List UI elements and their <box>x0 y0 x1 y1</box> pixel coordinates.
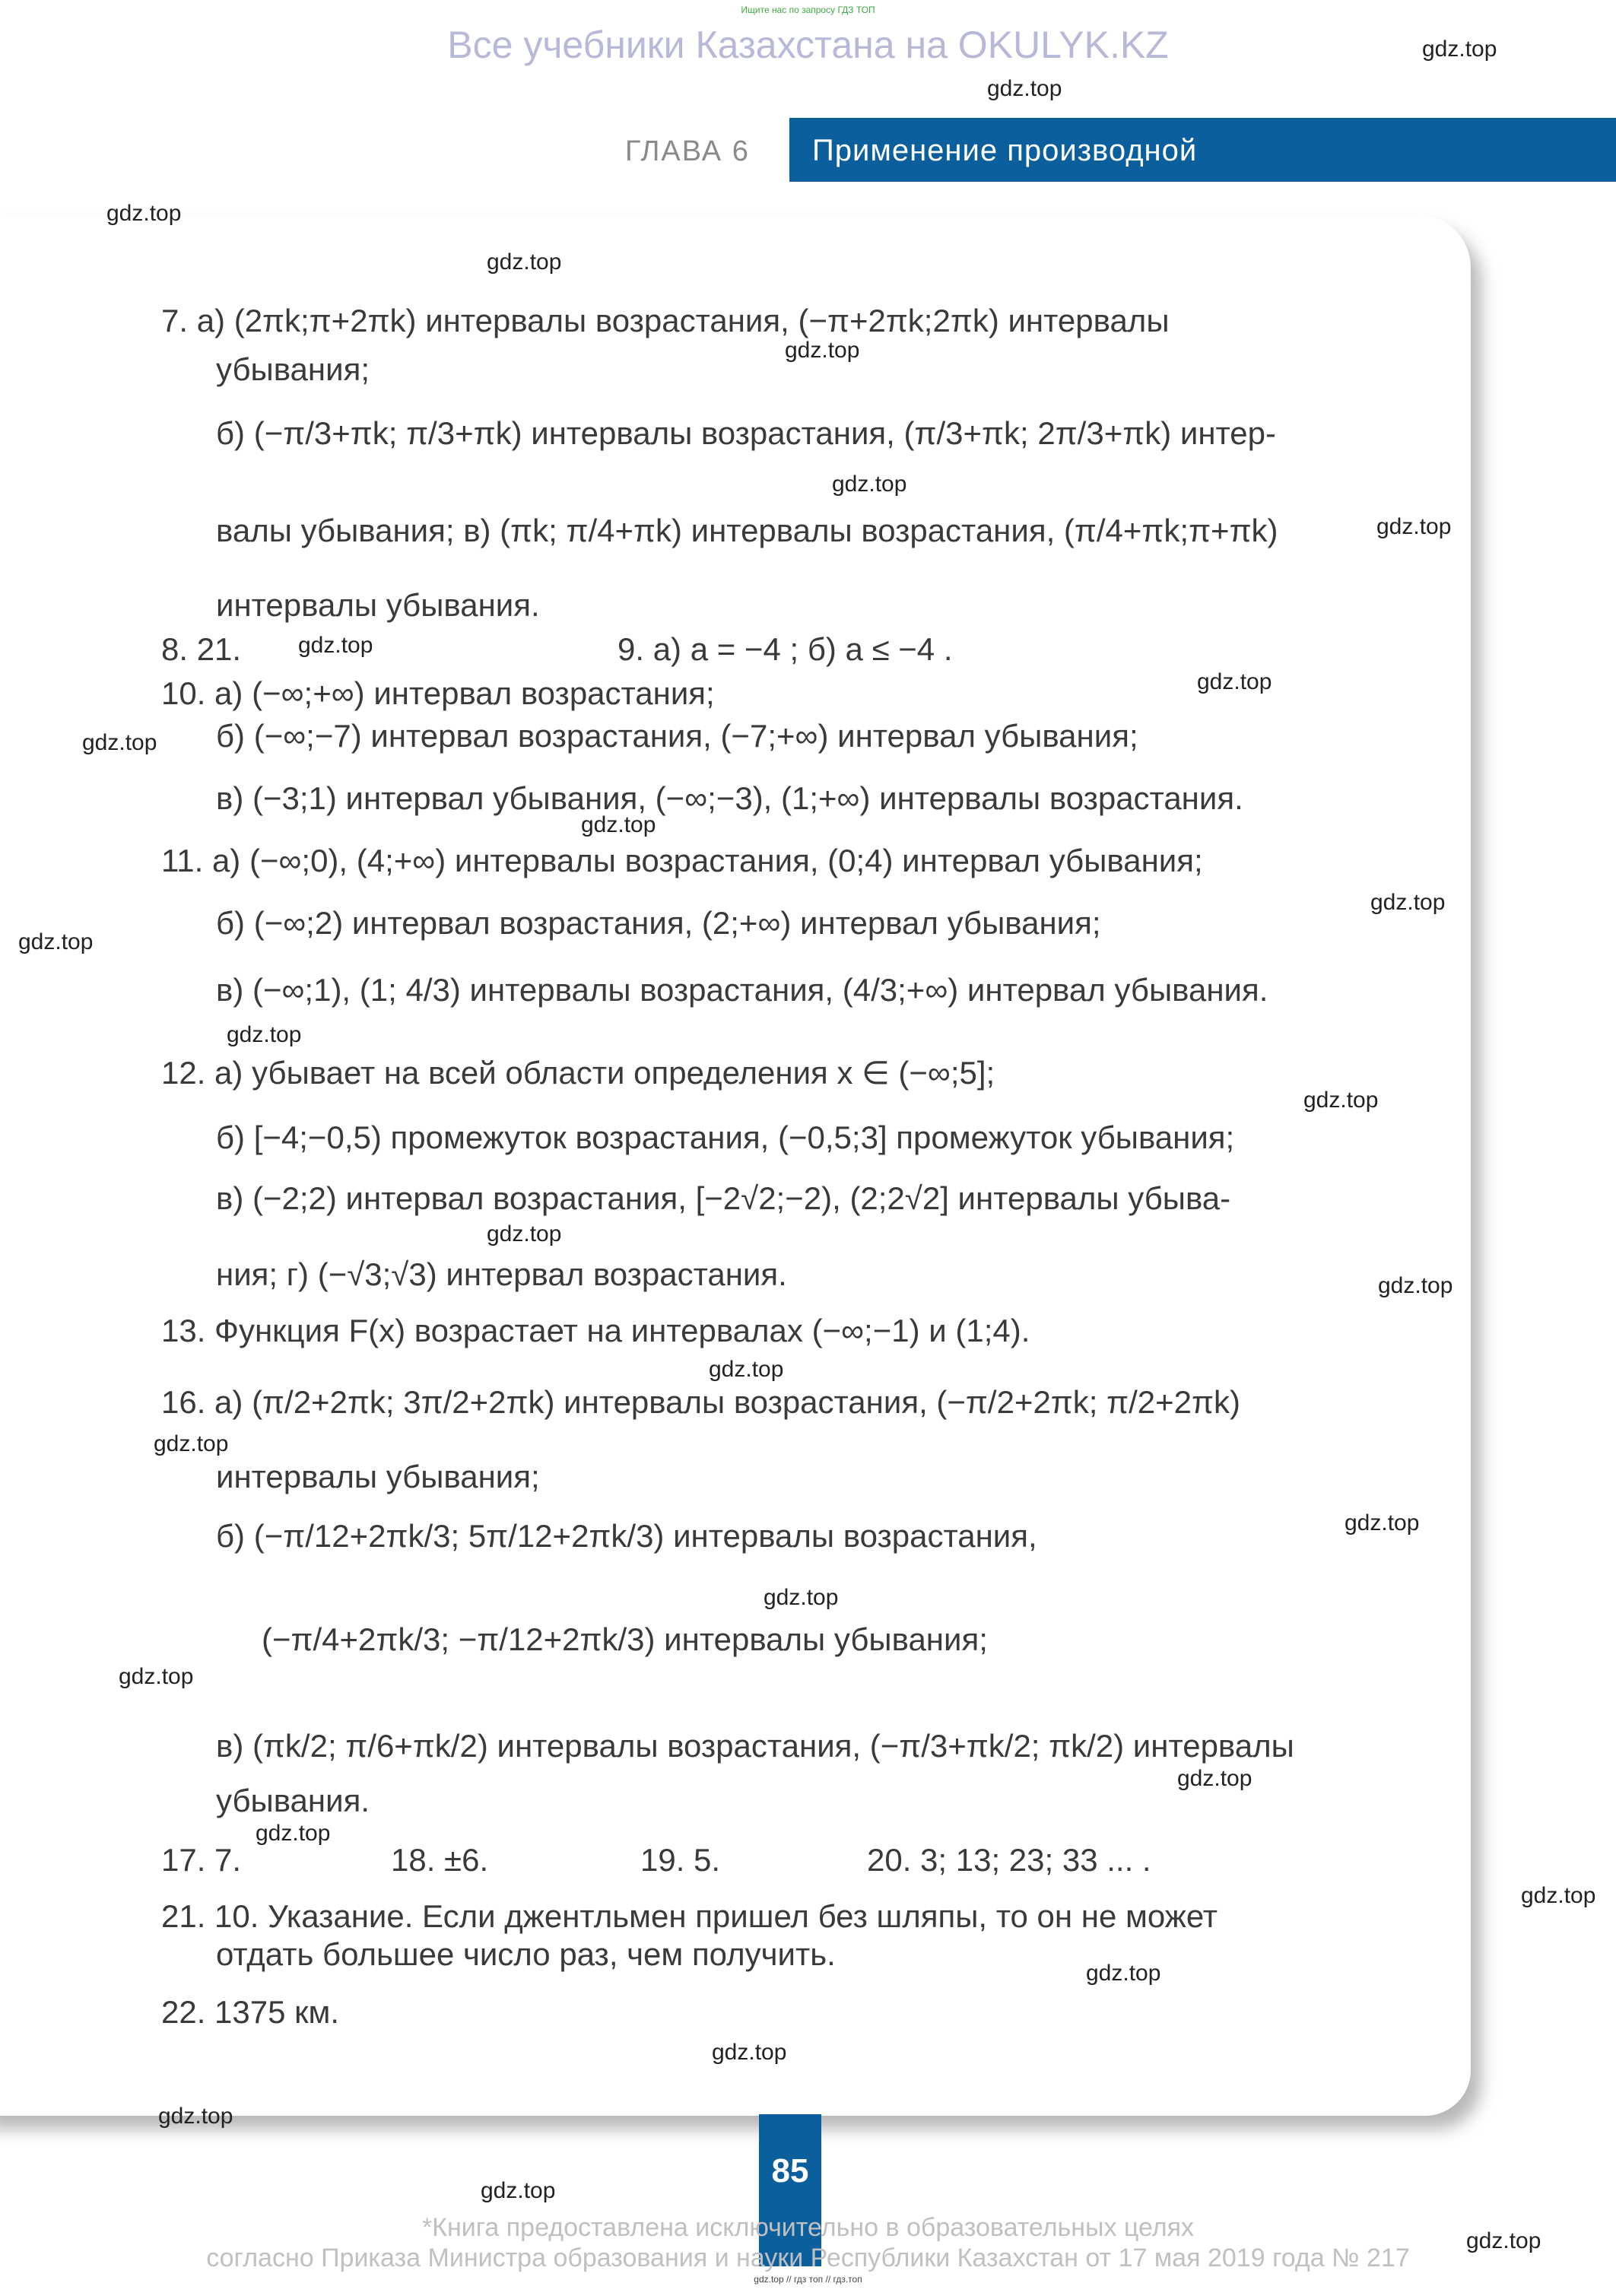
answer-line: 21. 10. Указание. Если джентльмен пришел без шляпы, то он не может <box>161 1898 1218 1934</box>
watermark: gdz.top <box>227 1022 302 1047</box>
watermark: gdz.top <box>1303 1088 1379 1113</box>
answer-line: интервалы убывания. <box>216 587 540 623</box>
answer-line: 7. а) (2πk;π+2πk) интервалы возрастания, (−π+2πk;2πk) интервалы <box>161 303 1170 338</box>
footer-line-1: *Книга предоставлена исключительно в образовательных целях <box>421 2213 1195 2242</box>
bottom-note: gdz.top // гдз топ // гдз.топ <box>754 2274 862 2285</box>
watermark: gdz.top <box>487 1221 562 1246</box>
watermark: gdz.top <box>1376 514 1452 539</box>
answer-line: 20. 3; 13; 23; 33 ... . <box>867 1842 1151 1878</box>
answer-line: ния; г) (−√3;√3) интервал возрастания. <box>216 1256 787 1292</box>
answer-line: 17. 7. <box>161 1842 242 1878</box>
watermark: gdz.top <box>106 201 182 226</box>
watermark: gdz.top <box>709 1357 784 1382</box>
chapter-label: ГЛАВА 6 <box>625 135 750 167</box>
watermark: gdz.top <box>1370 890 1446 915</box>
chapter-title: Применение производной <box>812 134 1198 167</box>
answer-line: 12. а) убывает на всей области определения x ∈ (−∞;5]; <box>161 1055 995 1091</box>
answer-line: 16. а) (π/2+2πk; 3π/2+2πk) интервалы возрастания, (−π/2+2πk; π/2+2πk) <box>161 1384 1240 1420</box>
site-title: Все учебники Казахстана на OKULYK.KZ <box>447 24 1169 66</box>
answer-line: (−π/4+2πk/3; −π/12+2πk/3) интервалы убывания; <box>262 1621 988 1657</box>
answer-line: б) (−∞;2) интервал возрастания, (2;+∞) интервал убывания; <box>216 905 1101 941</box>
answer-line: в) (−2;2) интервал возрастания, [−2√2;−2), (2;2√2] интервалы убыва- <box>216 1180 1231 1216</box>
watermark: gdz.top <box>581 812 656 837</box>
answer-line: 19. 5. <box>640 1842 721 1878</box>
watermark: gdz.top <box>832 472 907 497</box>
answers-card <box>0 214 1471 2116</box>
watermark: gdz.top <box>119 1664 194 1689</box>
watermark: gdz.top <box>481 2178 556 2203</box>
answer-line: 18. ±6. <box>391 1842 489 1878</box>
answer-line: 13. Функция F(x) возрастает на интервалах (−∞;−1) и (1;4). <box>161 1313 1030 1348</box>
watermark: gdz.top <box>82 730 157 755</box>
answer-line: в) (πk/2; π/6+πk/2) интервалы возрастания, (−π/3+πk/2; πk/2) интервалы <box>216 1728 1294 1764</box>
answer-line: в) (−∞;1), (1; 4/3) интервалы возрастания, (4/3;+∞) интервал убывания. <box>216 972 1268 1008</box>
watermark: gdz.top <box>487 249 562 275</box>
watermark: gdz.top <box>298 633 373 658</box>
watermark: gdz.top <box>256 1821 331 1846</box>
answer-line: валы убывания; в) (πk; π/4+πk) интервалы возрастания, (π/4+πk;π+πk) <box>216 513 1278 548</box>
watermark: gdz.top <box>158 2104 233 2129</box>
answer-line: 9. а) a = −4 ; б) a ≤ −4 . <box>618 631 953 667</box>
answer-line: 8. 21. <box>161 631 242 667</box>
watermark: gdz.top <box>1521 1883 1596 1908</box>
answer-line: убывания; <box>216 351 370 387</box>
watermark: gdz.top <box>1086 1961 1161 1986</box>
watermark: gdz.top <box>1466 2228 1541 2253</box>
answer-line: 22. 1375 км. <box>161 1994 340 2030</box>
watermark: gdz.top <box>987 76 1062 101</box>
watermark: gdz.top <box>764 1585 839 1610</box>
watermark: gdz.top <box>1177 1766 1252 1791</box>
answer-line: 10. а) (−∞;+∞) интервал возрастания; <box>161 675 715 711</box>
watermark: gdz.top <box>154 1431 229 1456</box>
footer-line-2: согласно Приказа Министра образования и науки Республики Казахстан от 17 мая 2019 года № 217 <box>206 2244 1410 2272</box>
watermark: gdz.top <box>1378 1273 1453 1298</box>
watermark: gdz.top <box>1422 37 1497 62</box>
watermark: gdz.top <box>18 929 94 954</box>
answer-line: б) (−π/12+2πk/3; 5π/12+2πk/3) интервалы возрастания, <box>216 1518 1037 1554</box>
watermark: gdz.top <box>1345 1510 1420 1535</box>
answer-line: б) (−π/3+πk; π/3+πk) интервалы возрастания, (π/3+πk; 2π/3+πk) интер- <box>216 415 1276 451</box>
answer-line: б) (−∞;−7) интервал возрастания, (−7;+∞) интервал убывания; <box>216 718 1138 754</box>
answer-line: 11. а) (−∞;0), (4;+∞) интервалы возрастания, (0;4) интервал убывания; <box>161 843 1203 878</box>
answer-line: в) (−3;1) интервал убывания, (−∞;−3), (1;+∞) интервалы возрастания. <box>216 780 1243 816</box>
top-note: Ищите нас по запросу ГДЗ ТОП <box>741 5 875 15</box>
answer-line: убывания. <box>216 1783 370 1818</box>
answer-line: отдать большее число раз, чем получить. <box>216 1936 836 1972</box>
answer-line: интервалы убывания; <box>216 1459 540 1494</box>
page-number: 85 <box>771 2152 809 2190</box>
watermark: gdz.top <box>785 338 860 363</box>
watermark: gdz.top <box>1197 669 1272 694</box>
watermark: gdz.top <box>712 2040 787 2065</box>
answer-line: б) [−4;−0,5) промежуток возрастания, (−0,5;3] промежуток убывания; <box>216 1119 1235 1155</box>
